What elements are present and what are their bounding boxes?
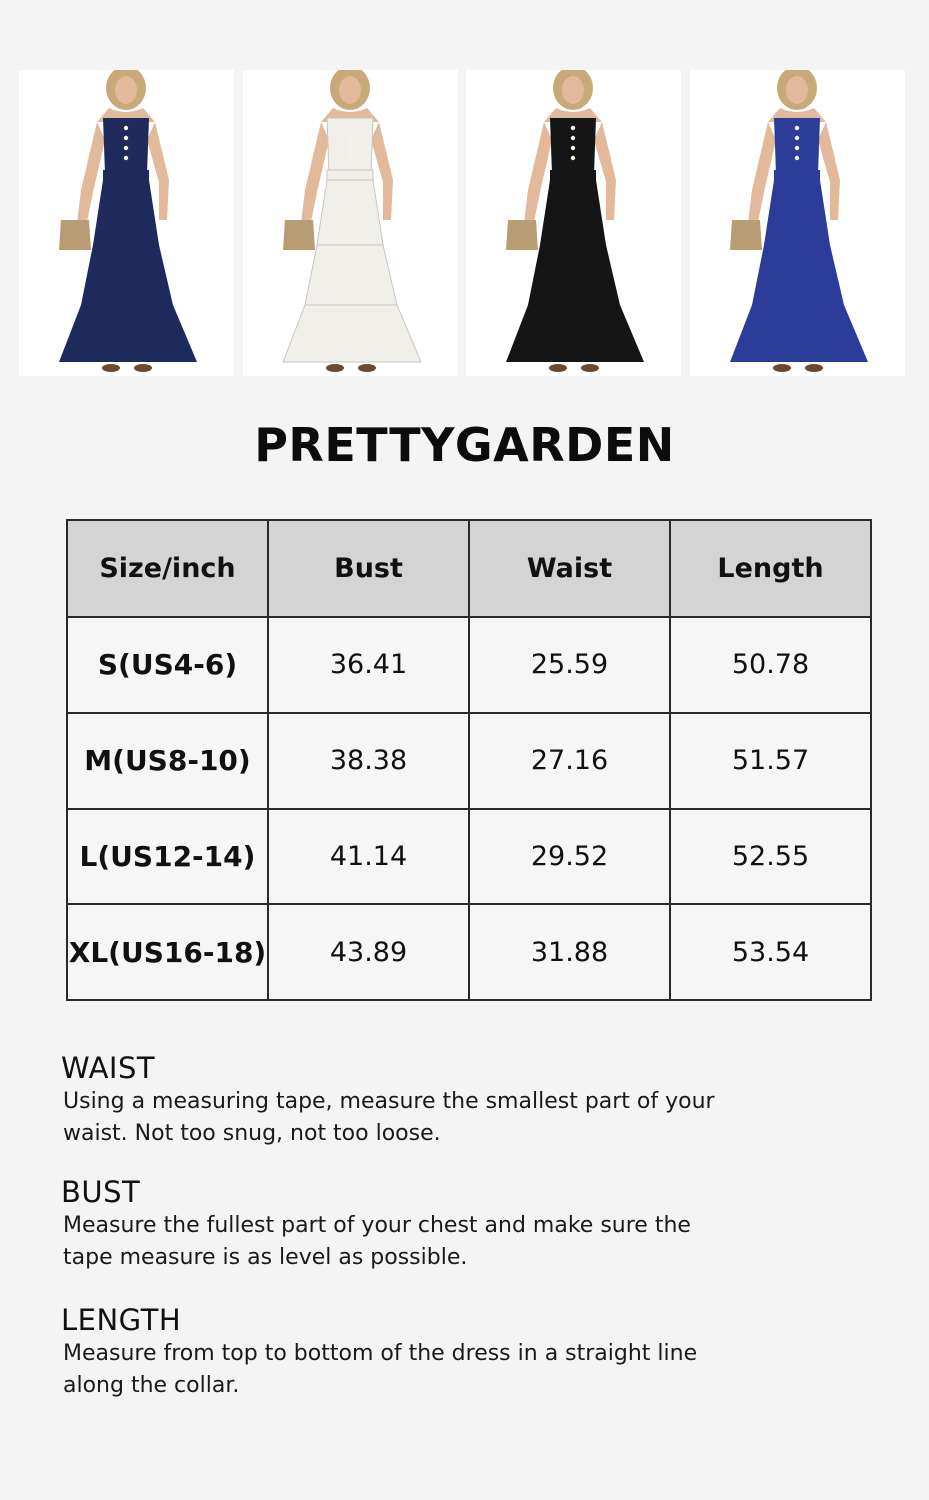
skirt-tier-shape — [752, 245, 844, 305]
size-chart-table — [66, 519, 872, 1001]
bust-cell: 38.38 — [268, 713, 469, 809]
royal-blue-dress-photo — [690, 70, 905, 376]
foot-shape — [581, 364, 599, 372]
button-dot — [795, 136, 799, 140]
guide-text: Measure the fullest part of your chest and make sure the tape measure is as level as possible. — [63, 1213, 691, 1270]
button-dot — [348, 146, 352, 150]
dress-illustration — [19, 70, 234, 376]
skirt-tier-shape — [730, 305, 868, 362]
skirt-tier-shape — [59, 305, 197, 362]
button-dot — [348, 126, 352, 130]
brand-title: PRETTYGARDEN — [254, 418, 675, 472]
handbag-shape — [59, 220, 91, 250]
handbag-shape — [730, 220, 762, 250]
button-dot — [795, 146, 799, 150]
bust-guide — [61, 1176, 761, 1274]
button-dot — [571, 136, 575, 140]
face-shape — [562, 76, 584, 104]
waist-guide — [61, 1052, 761, 1150]
dress-illustration — [690, 70, 905, 376]
size-cell: M(US8-10) — [67, 713, 268, 809]
waist-cell: 27.16 — [469, 713, 670, 809]
bust-cell: 41.14 — [268, 809, 469, 905]
skirt-tier-shape — [305, 245, 397, 305]
button-dot — [571, 146, 575, 150]
skirt-tier-shape — [764, 180, 830, 245]
skirt-tier-shape — [528, 245, 620, 305]
button-dot — [795, 126, 799, 130]
waistband-shape — [103, 170, 149, 180]
button-dot — [124, 146, 128, 150]
button-dot — [124, 126, 128, 130]
waistband-shape — [550, 170, 596, 180]
navy-dress-photo — [19, 70, 234, 376]
length-cell: 50.78 — [670, 617, 871, 713]
size-cell: XL(US16-18) — [67, 904, 268, 1000]
button-dot — [571, 126, 575, 130]
length-guide — [61, 1304, 761, 1402]
foot-shape — [102, 364, 120, 372]
dress-illustration — [243, 70, 458, 376]
length-cell: 51.57 — [670, 713, 871, 809]
table-row — [67, 809, 871, 905]
product-photo-strip — [19, 70, 905, 376]
button-dot — [571, 156, 575, 160]
button-dot — [795, 156, 799, 160]
header-length: Length — [670, 520, 871, 617]
guide-title: LENGTH — [61, 1303, 182, 1337]
size-cell: L(US12-14) — [67, 809, 268, 905]
guide-text: Using a measuring tape, measure the smallest part of your waist. Not too snug, not too loose. — [63, 1089, 715, 1146]
header-size: Size/inch — [67, 520, 268, 617]
skirt-tier-shape — [540, 180, 606, 245]
button-dot — [124, 136, 128, 140]
waist-cell: 29.52 — [469, 809, 670, 905]
handbag-shape — [283, 220, 315, 250]
foot-shape — [549, 364, 567, 372]
bust-cell: 36.41 — [268, 617, 469, 713]
size-cell: S(US4-6) — [67, 617, 268, 713]
skirt-tier-shape — [506, 305, 644, 362]
dress-illustration — [466, 70, 681, 376]
foot-shape — [134, 364, 152, 372]
length-cell: 53.54 — [670, 904, 871, 1000]
foot-shape — [358, 364, 376, 372]
waistband-shape — [774, 170, 820, 180]
table-row — [67, 713, 871, 809]
guide-title: WAIST — [61, 1051, 156, 1085]
table-row — [67, 617, 871, 713]
foot-shape — [805, 364, 823, 372]
length-cell: 52.55 — [670, 809, 871, 905]
face-shape — [115, 76, 137, 104]
table-row — [67, 904, 871, 1000]
waist-cell: 31.88 — [469, 904, 670, 1000]
skirt-tier-shape — [93, 180, 159, 245]
face-shape — [339, 76, 361, 104]
face-shape — [786, 76, 808, 104]
waist-cell: 25.59 — [469, 617, 670, 713]
black-dress-photo — [466, 70, 681, 376]
skirt-tier-shape — [283, 305, 421, 362]
button-dot — [348, 156, 352, 160]
skirt-tier-shape — [317, 180, 383, 245]
guide-title: BUST — [61, 1175, 141, 1209]
foot-shape — [773, 364, 791, 372]
button-dot — [124, 156, 128, 160]
guide-text: Measure from top to bottom of the dress in a straight line along the collar. — [63, 1341, 698, 1398]
white-dress-photo — [243, 70, 458, 376]
handbag-shape — [506, 220, 538, 250]
header-bust: Bust — [268, 520, 469, 617]
header-waist: Waist — [469, 520, 670, 617]
button-dot — [348, 136, 352, 140]
waistband-shape — [327, 170, 373, 180]
skirt-tier-shape — [81, 245, 173, 305]
foot-shape — [326, 364, 344, 372]
bust-cell: 43.89 — [268, 904, 469, 1000]
table-header-row — [67, 520, 871, 617]
